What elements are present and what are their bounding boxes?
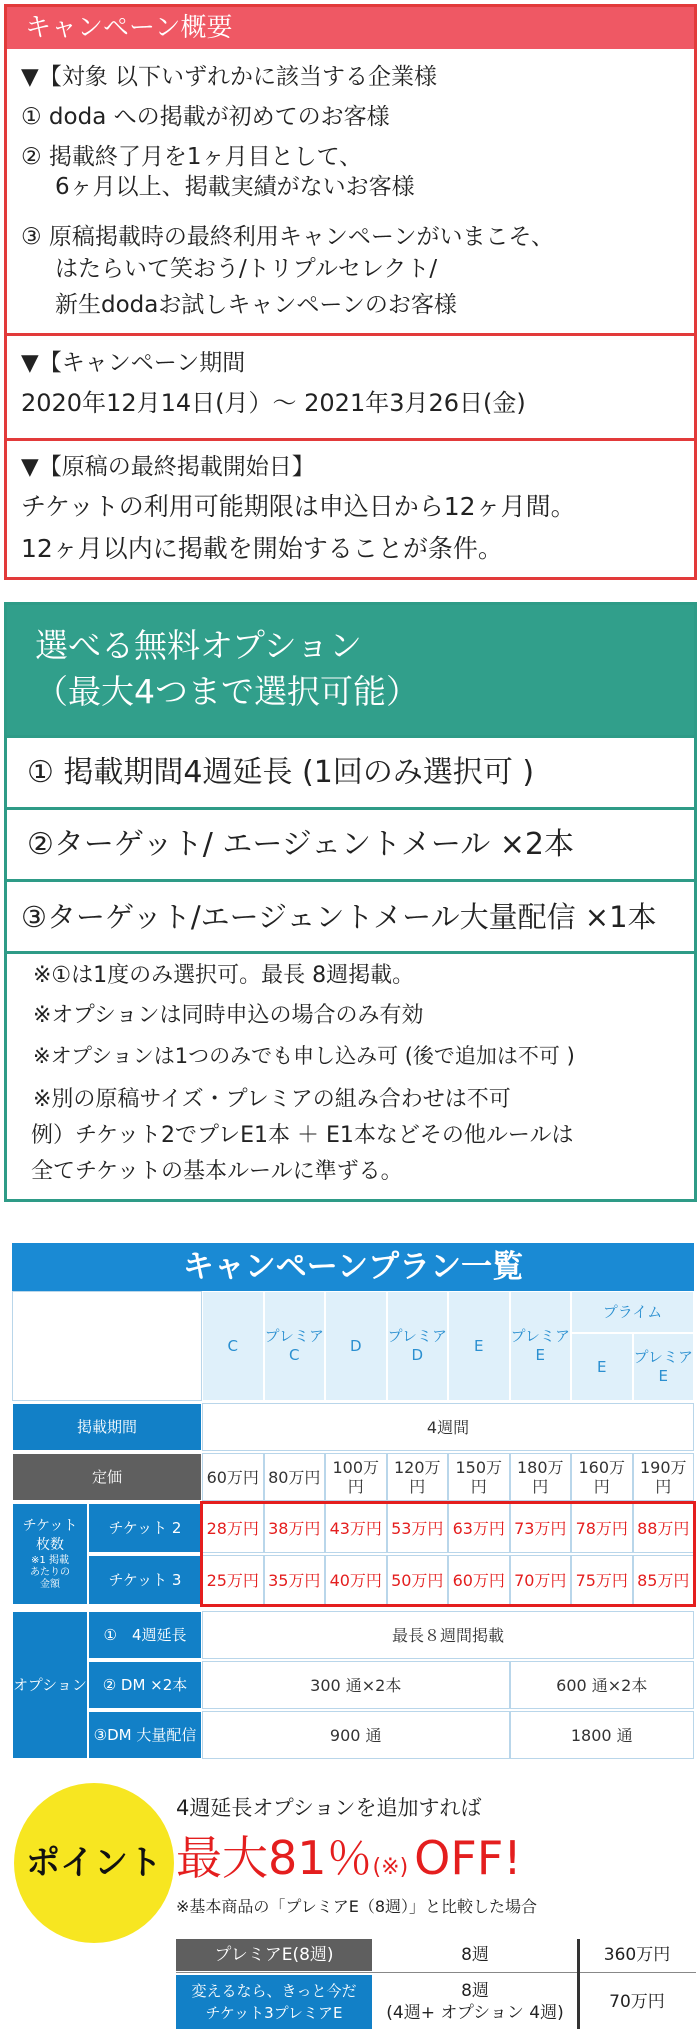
compare-row2-weeks-line-2: (4週+ オプション 4週) <box>386 2003 564 2023</box>
price-cell-3: 100万円 <box>325 1453 387 1501</box>
ticket3-cell-5: 60万円 <box>448 1555 510 1605</box>
plan-table-title: キャンペーンプラン一覧 <box>12 1243 694 1291</box>
column-header-1: C <box>202 1291 264 1401</box>
column-header-8: プレミア E <box>633 1333 695 1401</box>
column-header-3: D <box>325 1291 387 1401</box>
target-item-1: ① doda への掲載が初めてのお客様 <box>21 104 390 130</box>
point-discount-off: OFF! <box>414 1831 522 1885</box>
target-item-2-line-1: ② 掲載終了月を1ヶ月目として、 <box>21 144 363 170</box>
column-header-7: E <box>571 1333 633 1401</box>
target-item-3-line-3: 新生dodaお試しキャンペーンのお客様 <box>55 292 457 318</box>
campaign-summary-box <box>4 4 697 580</box>
option-2: ②ターゲット/ エージェントメール ×2本 <box>7 807 694 879</box>
ticket3-cell-2: 35万円 <box>264 1555 326 1605</box>
target-item-3-line-1: ③ 原稿掲載時の最終利用キャンペーンがいまこそ、 <box>21 224 555 250</box>
ticket2-cell-8: 88万円 <box>633 1503 695 1553</box>
row-label-option: オプション <box>12 1611 88 1759</box>
column-header-2: プレミア C <box>264 1291 326 1401</box>
option-note-3: ※オプションは1つのみでも申し込み可 (後で追加は不可 ) <box>33 1044 575 1068</box>
summary-title: キャンペーン概要 <box>7 7 694 49</box>
ticket2-cell-7: 78万円 <box>571 1503 633 1553</box>
option-1: ① 掲載期間4週延長 (1回のみ選択可 ) <box>7 735 694 807</box>
ticket3-cell-8: 85万円 <box>633 1555 695 1605</box>
ticket2-cell-4: 53万円 <box>387 1503 449 1553</box>
price-cell-7: 160万円 <box>571 1453 633 1501</box>
compare-divider <box>577 1939 580 2029</box>
option-extend-value: 最長８週間掲載 <box>202 1611 694 1659</box>
price-cell-1: 60万円 <box>202 1453 264 1501</box>
options-title-line-2: （最大4つまで選択可能） <box>35 672 419 711</box>
option-note-6: 全てチケットの基本ルールに準ずる。 <box>31 1159 403 1184</box>
price-cell-2: 80万円 <box>264 1453 326 1501</box>
period-value: 4週間 <box>202 1403 694 1451</box>
ticket3-cell-6: 70万円 <box>510 1555 572 1605</box>
compare-row2-weeks-line-1: 8週 <box>461 1981 489 2001</box>
row-label-period: 掲載期間 <box>12 1403 202 1451</box>
option-3: ③ターゲット/エージェントメール大量配信 ×1本 <box>7 879 694 951</box>
row-label-option-extend: ① 4週延長 <box>88 1611 202 1659</box>
ticket3-cell-3: 40万円 <box>325 1555 387 1605</box>
campaign-period: 2020年12月14日(月）～ 2021年3月26日(金) <box>21 389 526 417</box>
divider <box>7 333 694 336</box>
compare-row1-price: 360万円 <box>603 1945 671 1965</box>
row-label-ticket-group <box>12 1503 88 1605</box>
option-bulk-left: 900 通 <box>202 1711 510 1759</box>
compare-divider <box>176 1972 696 1973</box>
column-header-4: プレミア D <box>387 1291 449 1401</box>
table-corner <box>12 1291 202 1401</box>
ticket-group-note: ※1 掲載 あたりの 金額 <box>30 1555 70 1590</box>
free-options-box <box>4 602 697 1202</box>
price-cell-8: 190万円 <box>633 1453 695 1501</box>
point-note: ※基本商品の「プレミアE（8週）」と比較した場合 <box>176 1897 538 1916</box>
target-item-3-line-2: はたらいて笑おう/トリプルセレクト/ <box>55 256 438 282</box>
divider <box>7 438 694 441</box>
ticket2-cell-6: 73万円 <box>510 1503 572 1553</box>
target-item-2-line-2: 6ヶ月以上、掲載実績がないお客様 <box>55 174 415 200</box>
option-dm-left: 300 通×2本 <box>202 1661 510 1709</box>
divider <box>7 951 694 954</box>
target-heading: ▼【対象 以下いずれかに該当する企業様 <box>21 64 437 90</box>
compare-row2-label <box>176 1975 372 2029</box>
option-note-4: ※別の原稿サイズ・プレミアの組み合わせは不可 <box>33 1087 511 1112</box>
option-note-2: ※オプションは同時申込の場合のみ有効 <box>33 1003 424 1028</box>
ticket2-cell-5: 63万円 <box>448 1503 510 1553</box>
row-label-option-bulk: ③DM 大量配信 <box>88 1711 202 1759</box>
point-badge: ポイント <box>14 1783 174 1943</box>
start-date-line-2: 12ヶ月以内に掲載を開始することが条件。 <box>21 534 503 563</box>
column-header-6: プレミア E <box>510 1291 572 1401</box>
ticket2-cell-1: 28万円 <box>202 1503 264 1553</box>
row-label-price: 定価 <box>12 1453 202 1501</box>
compare-row2-weeks <box>372 1975 578 2029</box>
option-note-1: ※①は1度のみ選択可。最長 8週掲載。 <box>33 963 415 988</box>
row-label-ticket-2: チケット 2 <box>88 1503 202 1553</box>
options-title <box>7 605 694 735</box>
row-label-ticket-3: チケット 3 <box>88 1555 202 1605</box>
ticket2-cell-3: 43万円 <box>325 1503 387 1553</box>
row-label-option-dm: ② DM ×2本 <box>88 1661 202 1709</box>
ticket-group-title: チケット 枚数 <box>22 1518 78 1553</box>
option-dm-right: 600 通×2本 <box>510 1661 695 1709</box>
compare-row2-price: 70万円 <box>609 1992 665 2012</box>
point-discount-value: 最大81％ <box>176 1831 373 1885</box>
ticket-highlight-outline <box>200 1501 696 1607</box>
start-date-heading: ▼【原稿の最終掲載開始日】 <box>21 454 315 480</box>
point-discount-mark: (※) <box>372 1855 409 1880</box>
price-cell-5: 150万円 <box>448 1453 510 1501</box>
ticket2-cell-2: 38万円 <box>264 1503 326 1553</box>
price-cell-4: 120万円 <box>387 1453 449 1501</box>
compare-row1-weeks: 8週 <box>461 1945 489 1965</box>
price-cell-6: 180万円 <box>510 1453 572 1501</box>
period-heading: ▼【キャンペーン期間 <box>21 350 246 376</box>
ticket3-cell-4: 50万円 <box>387 1555 449 1605</box>
point-discount-headline <box>176 1822 522 1888</box>
option-note-5: 例）チケット2でプレE1本 ＋ E1本などその他ルールは <box>31 1123 574 1148</box>
start-date-line-1: チケットの利用可能期限は申込日から12ヶ月間。 <box>21 492 576 521</box>
point-lead-text: 4週延長オプションを追加すれば <box>176 1796 482 1820</box>
column-header-prime: プライム <box>571 1291 694 1333</box>
compare-row2-label-line-1: 変えるなら、きっと今だ <box>191 1982 357 2000</box>
column-header-5: E <box>448 1291 510 1401</box>
ticket3-cell-1: 25万円 <box>202 1555 264 1605</box>
compare-row2-label-line-2: チケット3プレミアE <box>205 2004 343 2022</box>
options-title-line-1: 選べる無料オプション <box>35 626 363 665</box>
compare-row1-label: プレミアE(8週) <box>176 1939 372 1971</box>
ticket3-cell-7: 75万円 <box>571 1555 633 1605</box>
option-bulk-right: 1800 通 <box>510 1711 695 1759</box>
